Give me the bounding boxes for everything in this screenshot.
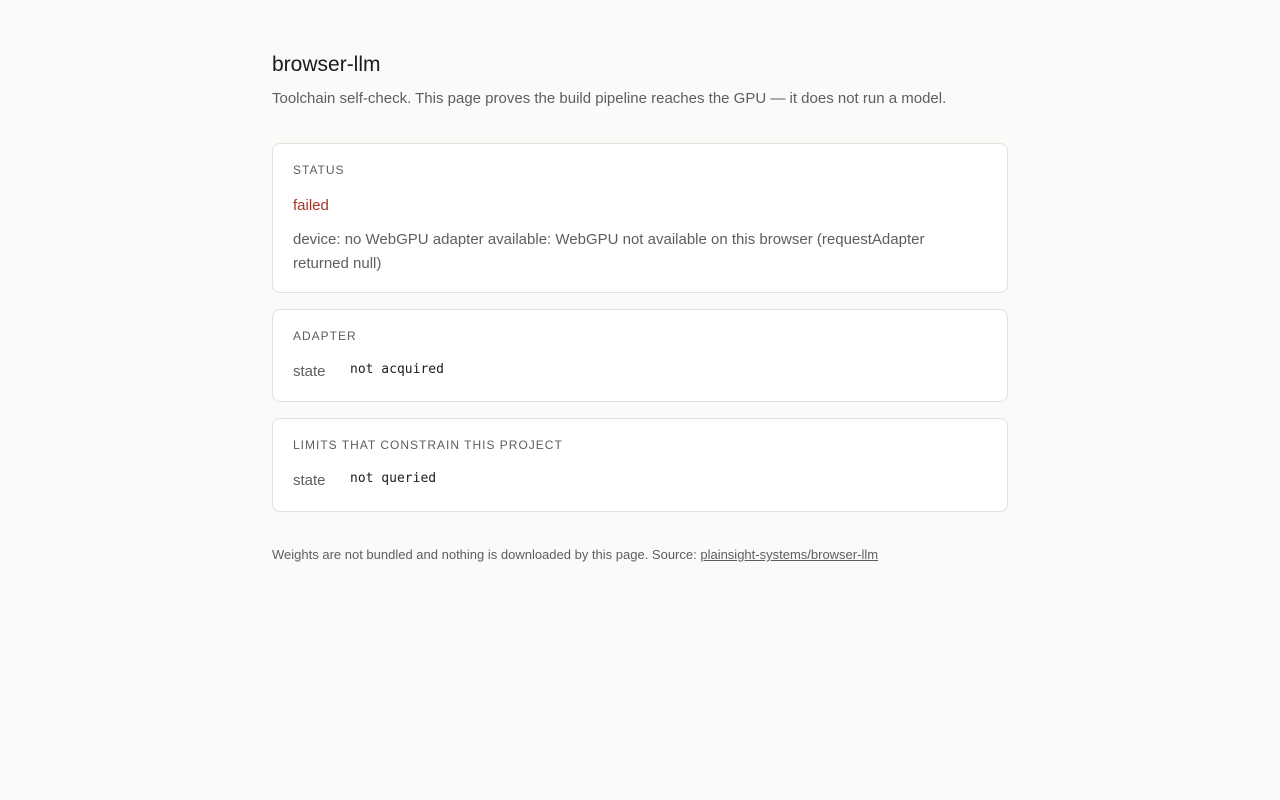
adapter-state-key: state (293, 362, 326, 380)
adapter-heading: ADAPTER (293, 329, 357, 343)
status-detail: device: no WebGPU adapter available: WebGPU not available on this browser (requestAdapter returned null) (293, 231, 925, 272)
footer-note (272, 546, 1008, 564)
status-card (272, 143, 1008, 293)
adapter-state-row (293, 360, 444, 382)
footer-text: Weights are not bundled and nothing is downloaded by this page. Source: (272, 547, 701, 562)
adapter-card (272, 309, 1008, 402)
limits-heading: LIMITS THAT CONSTRAIN THIS PROJECT (293, 438, 563, 452)
status-value: failed (293, 197, 329, 214)
page-title: browser-llm (272, 53, 381, 76)
page-subtitle: Toolchain self-check. This page proves the build pipeline reaches the GPU — it does not run a model. (272, 90, 947, 107)
source-link[interactable]: plainsight-systems/browser-llm (700, 547, 879, 562)
adapter-state-value: not acquired (350, 362, 444, 377)
status-heading: STATUS (293, 163, 345, 177)
limits-state-value: not queried (350, 471, 437, 486)
limits-card (272, 418, 1008, 512)
limits-state-key: state (293, 471, 326, 489)
limits-state-row (293, 469, 436, 491)
